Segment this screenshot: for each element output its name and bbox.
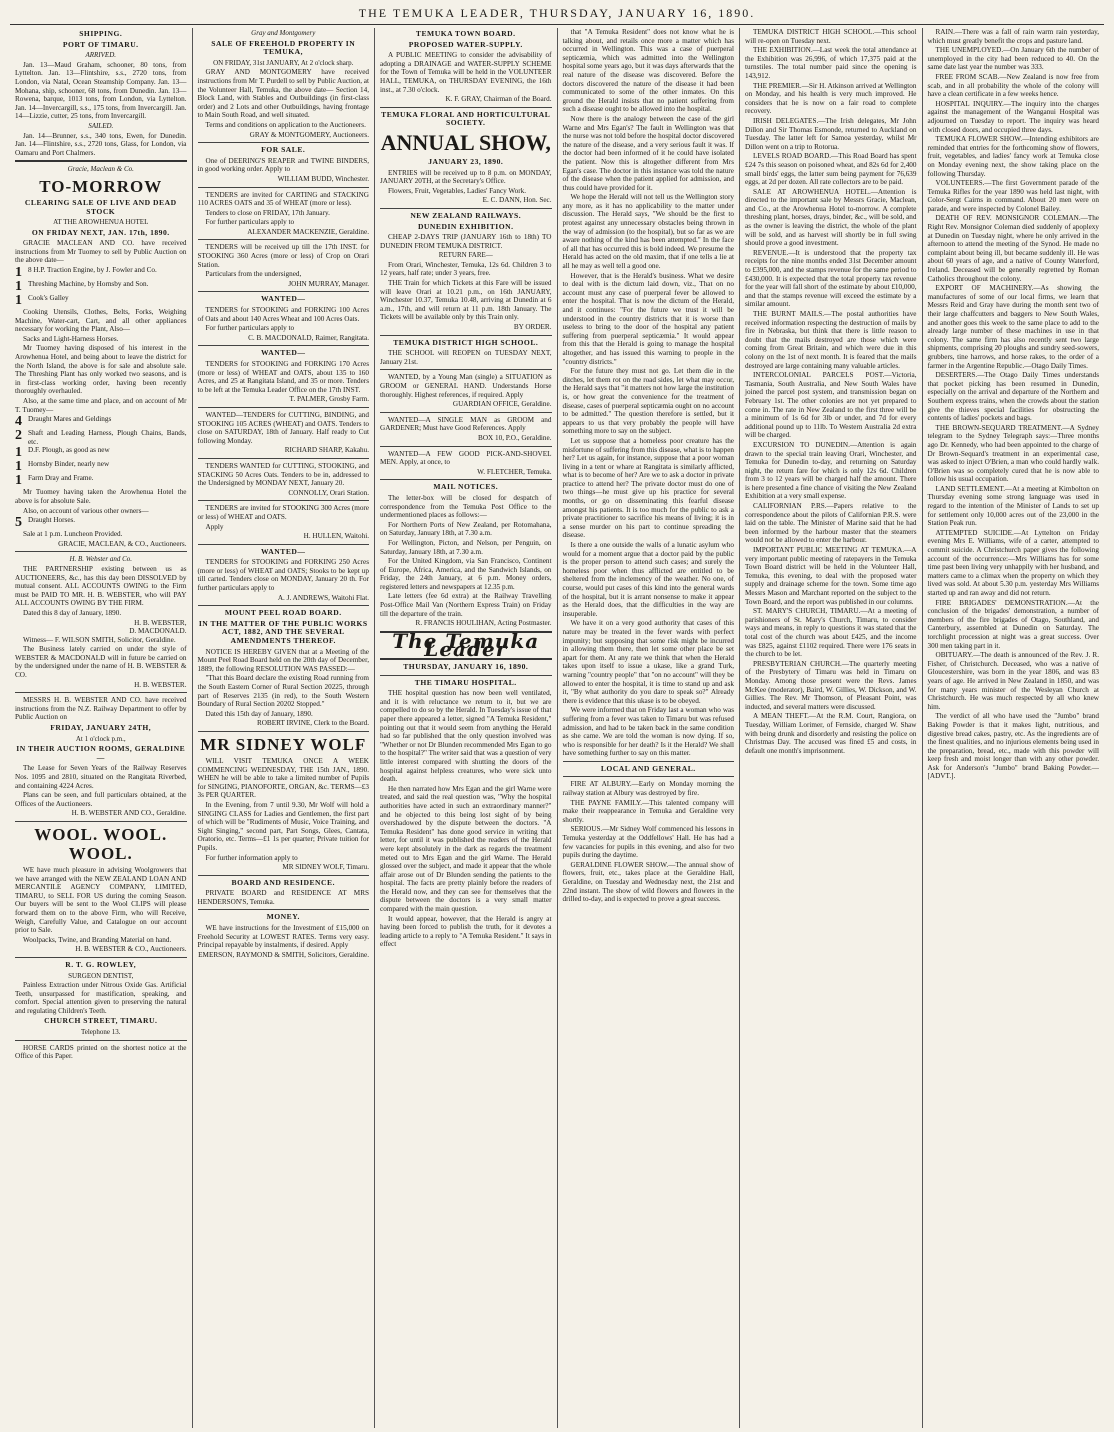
gray-signature: GRAY & MONTGOMERY, Auctioneers.: [249, 130, 369, 139]
divider: [563, 776, 735, 777]
dann-signature: E. C. DANN, Hon. Sec.: [482, 196, 552, 205]
list-item: 1 Hornsby Binder, nearly new: [15, 459, 110, 475]
divider: [198, 500, 370, 501]
also-text: Also, at the same time and place, and on account of Mr T. Tuomey—: [15, 397, 187, 414]
news-item: TEMUKA FLOWER SHOW.—Intending exhibitors are reminded that entries for the forthcoming show of flowers, fruit, vegetables, and ladies' fancy work at Temuka close on Monday evening next, the show taking place on the following Thursday.: [927, 135, 1099, 178]
annual-show-heading: ANNUAL SHOW,: [380, 129, 551, 155]
box-signature: BOX 10, P.O., Geraldine.: [478, 433, 552, 442]
connolly-signature: CONNOLLY, Orari Station.: [288, 488, 369, 497]
sale-freehold: SALE OF FREEHOLD PROPERTY IN TEMUKA,: [211, 38, 356, 57]
divider: [380, 446, 552, 447]
sailed-text: Jan. 14—Brunner, s.s., 340 tons, Ewen, for Dunedin. Jan. 14—Flintshire, s.s., 2720 tons, Glass, for London, via Oamaru and Port Chalmers.: [15, 131, 187, 157]
friday-date: ON FRIDAY, 31st JANUARY, At 2 o'clock sharp.: [213, 58, 354, 67]
editorial-para: We have it on a very good authority that cases of this nature may be treated in the fever wards with perfect impunity; but supposing that some risk might be incurred in allowing them there, then let some other place be set apart for them. At any rate we think that when the Herald takes upon itself to issue a ukase, like a grand Turk, warning "country people" that "on no account" will they be allowed to enter the hospital, it is time to stand up and ask it, "By what authority do you dare to speak so?" Already there is evidence that this ukase is to be obeyed.: [562, 619, 734, 705]
witness-text: Witness— F. WILSON SMITH, Solicitor, Geraldine.: [23, 635, 176, 644]
divider: [380, 479, 552, 480]
editorial-para: We hope the Herald will not tell us the Wellington story any more, as it has no applicability to the matter under discussion. The Herald says, "We should be the first to protest against any unnecessary obstacles being thrown in the way of admission (to the hospital), but so far as we are aware nothing of the kind has been attempted." In the face of all that has occurred this is bold indeed. We presume the Herald has acted on the old maxim, that if one tells a lie at all he may as well tell a good one.: [562, 193, 734, 271]
board-heading: BOARD AND RESIDENCE.: [231, 877, 335, 887]
lease-text: The Lease for Seven Years of the Railway Reserves Nos. 1095 and 2810, situated on the Rangitata Riverbed, and containing 4224 Acres.: [15, 764, 187, 790]
divider: [198, 142, 370, 143]
news-item: FIRE BRIGADES' DEMONSTRATION.—At the conclusion of the brigades' demonstration, a number of members of the fire brigades of Otago, Southland, and Canterbury, assembled at Dunedin on Saturday. The torchlight procession at night was a great success. Over 300 men taking part in it.: [927, 598, 1099, 650]
divider: [380, 369, 552, 370]
column-1: [10, 28, 193, 1428]
wanted-heading: WANTED—: [261, 348, 306, 358]
news-item: IMPORTANT PUBLIC MEETING AT TEMUKA.—A very important public meeting of ratepayers in the Temuka Town Board district will be held in the Volunteer Hall, Temuka, this evening, to deal with the proposed water supply and drainage scheme for the town. Some time ago Messrs Mason and Marchant reported on the subject to the Town Board, and the report was published in our columns.: [745, 546, 917, 606]
public-works-heading: IN THE MATTER OF THE PUBLIC WORKS ACT, 1882, AND THE SEVERAL AMENDMENTS THEREOF.: [198, 618, 368, 646]
gray-heading: Gray and Montgomery: [251, 29, 316, 37]
horse-cards-text: HORSE CARDS printed on the shortest notice at the Office of this Paper.: [15, 1043, 187, 1061]
news-item: VOLUNTEERS.—The first Government parade of the Temuka Rifles for the year 1890 was held last night, with Color-Sergt Cairns in command. About 20 men were on parade, and were inspected by Colonel Bailey.: [927, 179, 1099, 213]
divider: [198, 544, 370, 545]
editorial-para: Now there is the analogy between the case of the girl Warne and Mrs Egan's? The fault in Wellington was that the nurse was not told before the hospital doctor discovered the nature of the disease, and a very serious fault it was. If the doctor had been informed of it he could have isolated the patient. Now this is altogether different from Mrs Egan's case. The doctor in this instance was told the nature of the disease when the patient applied for admission, and thus could have provided for it.: [562, 114, 734, 192]
news-item: TEMUKA DISTRICT HIGH SCHOOL.—This school will re-open on Tuesday next.: [745, 28, 917, 45]
items-list-2: [15, 415, 187, 488]
editorial-para: that "A Temuka Resident" does not know what he is talking about, and retails once more a matter which has occurred in Wellington. This was a case of puerperal septicæmia, which was admitted into the Wellington hospital some years ago, but it was days afterwards that the real nature of the disease was discovered. Before the doctors discovered the nature of the disease it had been communicated to some of the other inmates. On this ground the Herald insists that no patient suffering from such a disease ought to be allowed into the hospital.: [562, 28, 734, 114]
mackenzie-signature: ALEXANDER MACKENZIE, Geraldine.: [247, 227, 369, 236]
palmer-signature: T. PALMER, Grosby Farm.: [289, 395, 369, 404]
friday-date: FRIDAY, JANUARY 24TH,: [50, 723, 152, 733]
gray-text: GRAY AND MONTGOMERY have received instructions from Mr T. Purdell to sell by Public Auction, at the Volunteer Hall, Temuka, the above date— Section 14, Block Land, with Stables and Outbuildings (in first-class order) and 2 Lots and other Outbuildings, having frontage to Main South Road, and well situated.: [197, 68, 369, 120]
at-hotel: AT THE AROWHENUA HOTEL: [53, 218, 149, 227]
mountpeel-heading: MOUNT PEEL ROAD BOARD.: [224, 608, 342, 618]
high-school-heading: TEMUKA DISTRICT HIGH SCHOOL.: [393, 337, 539, 347]
list-item: 5 Draught Horses.: [15, 515, 76, 531]
divider: [15, 957, 187, 958]
show-date: JANUARY 23, 1890.: [428, 156, 504, 166]
tenders-orari: TENDERS will be received up till the 17th INST. for STOOKING 360 Acres (more or less) of Crop on Orari Station.: [197, 243, 369, 269]
divider: [563, 761, 735, 762]
wanted-heading: WANTED—: [261, 546, 306, 556]
divider: [198, 187, 370, 188]
dated-text: Dated this 8 day of January, 1890.: [23, 608, 122, 617]
murray-signature: JOHN MURRAY, Manager.: [288, 279, 369, 288]
news-item: ST. MARY'S CHURCH, TIMARU.—At a meeting of parishioners of St. Mary's Church, Timaru, to consider ways and means, in reply to questions it was stated that the total cost of the church was about £425, and the income was £825, against £1102 required. There were 176 seats in the church to be let.: [745, 607, 917, 659]
news-item: The verdict of all who have used the "Jumbo" brand Baking Powder is that it makes light, nutritious, and digestive bread cakes, pastry, etc. As the ingredients are of the finest qualities, and no injurious elements being used in the preparation, bread, etc., made with this powder will keep fresh and moist longer than with any other powder. Ask for Anderson's "Jumbo" brand Baking Powder.—[ADVT.].: [927, 712, 1099, 781]
divider: [380, 412, 552, 413]
wanted-cutting: WANTED—TENDERS for CUTTING, BINDING, and STOOKING 105 ACRES (WHEAT) and OATS. Tenders to close on SATURDAY, 18th of January. Half ready to Cut following Monday.: [197, 410, 369, 445]
houlihan-signature: R. FRANCIS HOULIHAN, Acting Postmaster.: [415, 619, 552, 628]
divider: [198, 458, 370, 459]
divider: [198, 407, 370, 408]
sharp-signature: RICHARD SHARP, Kakahu.: [284, 446, 369, 455]
local-general-heading: LOCAL AND GENERAL.: [600, 763, 696, 773]
town-board-heading: TEMUKA TOWN BOARD.: [415, 29, 516, 38]
local-item: FIRE AT ALBURY.—Early on Monday morning the railway station at Albury was destroyed by fire.: [562, 780, 734, 798]
divider: [380, 107, 552, 108]
mail-text: The letter-box will be closed for despatch of correspondence from the Temuka Post Office to the undermentioned places as follows:—: [380, 493, 552, 520]
late-letters: Late letters (fee 6d extra) at the Railway Travelling Post-Office Mail Van (Northern Express Train) on Friday till the departure of the train.: [380, 592, 552, 618]
tenders-wheat: TENDERS for STOOKING and FORKING 170 Acres (more or less) of WHEAT and OATS, about 135 to 160 Acres, and 25 at Rangitata Island, and 35 or more. Tenders to be left at the Temuka Leader Office on the 17th INST.: [197, 360, 369, 394]
auction-rooms: IN THEIR AUCTION ROOMS, GERALDINE—: [16, 744, 186, 762]
tenders-close: Tenders to close on FRIDAY, 17th January.: [205, 208, 330, 217]
gracie-intro: GRACIE MACLEAN AND CO. have received instructions from Mr Tuomey to sell by Public Auction on the above date—: [15, 239, 187, 265]
divider: [198, 731, 370, 732]
webster-heading: H. B. Webster and Co.: [69, 555, 133, 564]
news-item: EXPORT OF MACHINERY.—As showing the manufactures of some of our local firms, we learn that Messrs Reid and Gray have during the month sent two of their large chaffcutters and baggers to New South Wales, and another goes this week to the same place to add to the already large number of these machines in use in that colony. The same firm has also recently sent two large shipments, comprising 20 ploughs and sundry seed-sowers, grubbers, tine harrows, and horse rakes, to the order of a farmer in the Argentine Republic.—Otago Daily Times.: [927, 284, 1099, 370]
rowley-subheading: SURGEON DENTIST,: [68, 971, 134, 980]
divider: [15, 160, 187, 162]
news-item: PRESBYTERIAN CHURCH.—The quarterly meeting of the Presbytery of Timaru was held in Timaru on Monday. Among those present were the Revs. James McKee (moderator), Baird, W. Gillies, W. Dickson, and W. Gillies. The Rev. Mr Thomson, of Pleasant Point, was inducted, and several matters were discussed.: [745, 659, 917, 711]
wanted-single-man: WANTED—A SINGLE MAN as GROOM and GARDENER; Must have Good References. Apply: [380, 415, 552, 433]
partnership-notice: THE PARTNERSHIP existing between us as AUCTIONEERS, &c., has this day been DISSOLVED by mutual consent. ALL ACCOUNTS OWING to the Firm must be PAID TO MR. H. B. WEBSTER, who will PAY ALL ACCOUNTS OWING BY THE FIRM.: [15, 564, 187, 608]
sailed-heading: SAILED.: [88, 121, 114, 130]
irvine-signature: ROBERT IRVINE, Clerk to the Board.: [256, 719, 369, 728]
paper-title: The Temuka Leader: [392, 628, 540, 662]
tuomey-para: Mr Tuomey having disposed of his interest in the Arowhenua Hotel, and being about to leave the district for the North Island, the above is for sale and absolute sale. The Threshing Plant has only worked two seasons, and is in first-class working order, having been recently thoroughly overhauled.: [15, 344, 187, 396]
board-text: PRIVATE BOARD and RESIDENCE AT MRS HENDERSON'S, Temuka.: [197, 889, 369, 906]
wool-text: WE have much pleasure in advising Woolgrowers that we have arranged with the NEW ZEALAND LOAN AND MERCANTILE AGENCY COMPANY, LIMITED, TIMARU, to SELL FOR US during the coming Season. Our buyers will be sent to the Wool CLIPS will please forward them on to the above Firm, who will Receive, Weigh, Carefully Value, and Catalogue on our account prior to Sale.: [15, 865, 187, 935]
divider: [198, 291, 370, 292]
column-5: [740, 28, 923, 1428]
divider: [198, 345, 370, 346]
columns: [10, 28, 1104, 1428]
notice-text: NOTICE IS HEREBY GIVEN that at a Meeting of the Mount Peel Road Board held on the 20th day of December, 1889, the following RESOLUTION WAS PASSED:—: [197, 647, 369, 673]
mail-wellington: For Wellington, Picton, and Nelson, per Penguin, on Saturday, January 18th, at 7.30 a.m.: [380, 538, 552, 556]
signature-webster: H. B. WEBSTER,: [134, 618, 187, 627]
cheap-trip-text: CHEAP 2-DAYS TRIP (JANUARY 16th to 18th) TO DUNEDIN FROM TEMUKA DISTRICT.: [380, 233, 552, 250]
reopen-text: THE SCHOOL will REOPEN on TUESDAY NEXT, January 21st.: [380, 349, 552, 366]
mail-uk: For the United Kingdom, via San Francisco, Continent of Europe, Africa, America, and the Sandwich Islands, on Friday, the 24th January, at 6 p.m. Money orders, registered letters and newspapers at 12.35 p.m.: [380, 557, 552, 591]
news-item: A MEAN THEFT.—At the R.M. Court, Rangiora, on Tuesday, William Lorimer, of Fernside, charged W. Shaw with being drunk and disorderly and resisting the police on Christmas Day. The accused was fined £5 and costs, in default one month's imprisonment.: [745, 712, 917, 755]
divider: [198, 875, 370, 876]
andrews-signature: A. J. ANDREWS, Waitohi Flat.: [277, 593, 369, 602]
wolf-text: WILL VISIT TEMUKA ONCE A WEEK COMMENCING WEDNESDAY, THE 15th JAN., 1890. WHEN he will be able to take a limited number of Pupils for SINGING, PIANOFORTE, ORGAN, &c. TERMS—£3 3s PER QUARTER.: [197, 756, 369, 800]
church-street: CHURCH STREET, TIMARU.: [44, 1016, 158, 1026]
news-item: ATTEMPTED SUICIDE.—At Lyttelton on Friday evening Mrs E. Williams, wife of a carter, attempted to commit suicide. A Christchurch paper gives the following account of the occurrence:—Mrs Williams has for some time past been living very unhappily with her husband, and matters came to a climax when the property on which they lived was sold. At about 5.30 p.m. yesterday Mrs Williams started up and ran away and did not return.: [927, 528, 1099, 597]
divider: [198, 605, 370, 606]
news-item: INTERCOLONIAL PARCELS POST.—Victoria, Tasmania, South Australia, and New South Wales have joined the parcel post system, and transmission began on February 1st. The other colonies are not yet prepared to come in. The rate in New Zealand to the first three will be a minimum of 1s 6d for 3lb or under, and 7d for every additional pound up to 11lb. To Western Australia 2d extra will be charged.: [745, 371, 917, 440]
public-meeting-text: A PUBLIC MEETING to consider the advisability of adopting a DRAINAGE and WATER-SUPPLY SCHEME for the Town of Temuka will be held in the VOLUNTEER HALL, TEMUKA, on THURSDAY EVENING, the 16th inst., at 7.30 o'clock.: [380, 51, 552, 94]
items-list: [15, 266, 187, 308]
news-item: THE BURNT MAILS.—The postal authorities have received information respecting the destruction of mails by fire in Nebraska, but think that there is little reason to doubt that the mails destroyed are those which were coming from Great Britain, and which were due in this colony on the 1st of next month. It is feared that the mails destroyed are large containing many valuable articles.: [745, 310, 917, 370]
by-order: BY ORDER.: [513, 323, 552, 332]
hullen-signature: H. HULLEN, Waitohi.: [303, 532, 369, 541]
news-item: LEVELS ROAD BOARD.—This Road Board has spent £24 7s this season on poisoned wheat, and 82s 6d for 2,400 small birds' eggs, the latter sum being payment for 76,639 eggs, at 2d per dozen. All rate collectors are to be paid.: [745, 152, 917, 187]
divider: [380, 208, 552, 209]
column-6: [923, 28, 1105, 1428]
emerson-signature: EMERSON, RAYMOND & SMITH, Solicitors, Geraldine.: [198, 950, 369, 959]
macdonald-signature: C. B. MACDONALD, Raimer, Rangitata.: [248, 333, 369, 342]
news-item: LAND SETTLEMENT.—At a meeting at Kimbolton on Thursday evening some strong language was used in regard to the intention of the Minister of Lands to set up for settlement only 10,000 acres out of the 23,000 in the Station Peak run.: [927, 484, 1099, 528]
news-item: DESERTERS.—The Otago Daily Times understands that pocket picking has been resumed in Dunedin, especially on the arrival and departure of the Northern and Southern express trains, when the crowds about the station give the thieves special facilities for obstructing the contents of ladies' pockets and bags.: [927, 371, 1099, 423]
column-2: [193, 28, 376, 1428]
wolf-text-2: In the Evening, from 7 until 9.30, Mr Wolf will hold a SINGING CLASS for Ladies and Gentlemen, the first part of which will be "Rudiments of Music, Voice Training, and Sight Singing," second part, Part Songs, Glees, Cantata, Oratorio, etc. Terms—£1 1s per quarter; Private tuition for Pupils.: [197, 800, 369, 852]
divider: [15, 821, 187, 822]
plans-text: Plans can be seen, and full particulars obtained, at the Offices of the Auctioneers.: [15, 791, 187, 808]
at-one: At 1 o'clock p.m.,: [75, 734, 126, 743]
wanted-shovel: WANTED—A FEW GOOD PICK-AND-SHOVEL MEN. Apply, at once, to: [380, 449, 552, 467]
wanted-young-man: WANTED, by a Young Man (single) a SITUATION as GROOM or GENERAL HAND. Understands Horse thoroughly. Highest references, if required. Apply: [380, 373, 552, 399]
news-item: EXCURSION TO DUNEDIN.—Attention is again drawn to the special train leaving Orari, Winchester, and Temuka for Dunedin to-day, and returning on Saturday night, the return fare for which is only 12s 6d. Children from 3 to 12 years will be charged half the amount. There is here presented a fine chance of visiting the New Zealand Exhibition at a very small expense.: [745, 440, 917, 501]
webster-signature: H. B. WEBSTER.: [134, 680, 187, 689]
mail-heading: MAIL NOTICES.: [433, 482, 499, 492]
divider: [15, 1040, 187, 1041]
news-item: HOSPITAL INQUIRY.—The inquiry into the charges against the management of the Wanganui Hospital was adjourned on Tuesday to report. The inquiry was heard with closed doors, and occupied three days.: [927, 99, 1099, 134]
news-item: CALIFORNIAN P.RS.—Papers relative to the correspondence about the pilots of Californian P.R.S. were laid on the table. The Minister of Marine said that he had been informed by the harbour master that the steamers would not be allowed to enter the harbour.: [745, 502, 917, 545]
further-text: For further particulars apply to: [205, 218, 295, 227]
gracie-signature: GRACIE, MACLEAN, & CO., Auctioneers.: [58, 539, 187, 548]
port-heading: PORT OF TIMARU.: [62, 39, 139, 49]
messrs-notice: MESSRS H. B. WEBSTER AND CO. have received instructions from the N.Z. Railway Department to offer by Public Auction on: [15, 696, 187, 722]
news-item: THE EXHIBITION.—Last week the total attendance at the Exhibition was 26,996, of which 17,375 paid at the turnstiles. The total number paid since the opening is 143,912.: [745, 46, 917, 80]
news-item: THE PREMIER.—Sir H. Atkinson arrived at Wellington on Monday, and his health is very much improved. He considers that he is now on a fair road to complete recovery.: [745, 81, 917, 116]
tenders-carting: TENDERS are invited for CARTING and STACKING 110 ACRES OATS and 35 of WHEAT (more or less).: [197, 190, 369, 208]
editorial-para: However, that is the Herald's business. What we desire to deal with is the dictum laid down, viz., That on no account must any case of puerperal fever be allowed to enter the hospital. That is now the dictum of the Herald, and it continues: "For the future we trust it will be understood in the country districts that it is worse than useless to bring to the door of the hospital any patient suffering from puerperal septicæmia." It would appear from this that the Herald is going to manage the hospital altogether, and has issued this warning to people in the "country districts.": [562, 271, 734, 366]
sale-date: ON FRIDAY NEXT, JAN. 17th, 1890.: [31, 227, 170, 237]
editorial-para: Is there a one outside the walls of a lunatic asylum who would for a moment argue that a doctor paid by the public is the proper person to attend such cases; and surely the homeless poor when thus afflicted are entitled to be sheltered from the inclemency of the weather. No one, of course, would put cases of this kind into the general wards of the hospital, but it is arrant nonsense to make it appear as the Herald does, that the difficulties in the way are insuperable.: [562, 541, 734, 618]
railways-heading: NEW ZEALAND RAILWAYS.: [410, 210, 522, 220]
sale-time: Sale at 1 p.m. Luncheon Provided.: [23, 530, 123, 539]
macdonald-intro: For further particulars apply to: [205, 324, 295, 333]
divider: [15, 551, 187, 552]
list-item: 1 Cook's Galley: [15, 293, 69, 309]
forsale-text: One of DEERING'S REAPER and TWINE BINDERS, in good working order. Apply to: [197, 156, 369, 174]
divider: [380, 675, 552, 676]
tenders-300: TENDERS are invited for STOOKING 300 Acres (more or less) of WHEAT and OATS.: [197, 504, 369, 521]
sacks-text: Sacks and Light-Harness Horses.: [23, 334, 119, 343]
wanted-heading: WANTED—: [261, 294, 306, 304]
clearing-sale: CLEARING SALE OF LIVE AND DEAD STOCK: [24, 197, 177, 216]
guardian-signature: GUARDIAN OFFICE, Geraldine.: [452, 400, 552, 409]
local-item: THE PAYNE FAMILY.—This talented company will make their reappearance in Temuka and Geraldine very shortly.: [562, 798, 734, 824]
issue-date: THURSDAY, JANUARY 16, 1890.: [403, 662, 529, 672]
hospital-para-1: THE hospital question has now been well ventilated, and it is with reluctance we return to it, but we are compelled to do so by the Herald. In Tuesday's issue of that paper there appeared a letter, signed "A Temuka Resident," pointing out that it would seem from anything the Herald had so far published that the only question involved was "Whether or not Dr Blunden recommended Mrs Egan to go to the hospital?" The writer said that was a question of very little interest compared with shutting the doors of the hospital against helpless creatures, who were sick unto death.: [380, 689, 552, 784]
business-notice: The Business lately carried on under the style of WEBSTER & MACDONALD will in future be carried on by the undersigned under the name of H. B. WEBSTER & CO.: [15, 645, 187, 680]
tenders-oats: TENDERS WANTED for CUTTING, STOOKING, and STACKING 50 Acres Oats. Tenders to be in, addressed to the Undersigned by MONDAY NEXT, January 20.: [197, 461, 369, 488]
divider: [198, 909, 370, 910]
flowers-text: Flowers, Fruit, Vegetables, Ladies' Fancy Work.: [388, 186, 526, 195]
hospital-para-3: It would appear, however, that the Herald is angry at having been forced to publish the truth, for it devotes a leading article to a reply to "A Temuka Resident." It says in effect: [380, 914, 552, 949]
signature-macdonald: D. MACDONALD.: [129, 627, 187, 636]
news-item: THE UNEMPLOYED.—On January 6th the number of unemployed in the city had been reduced to 40. On the same date last year the number was 333.: [927, 46, 1099, 72]
rowley-text: Painless Extraction under Nitrous Oxide Gas. Artificial Teeth, unsurpassed for mastification, speaking, and comfort. Special attention given to preserving the natural and regulating Children's Teeth.: [15, 981, 187, 1015]
list-item: 1 8 H.P. Traction Engine, by J. Fowler and Co.: [15, 265, 157, 281]
column-4: [558, 28, 741, 1428]
divider: [380, 335, 552, 336]
resolution-text: "That this Board declare the existing Road running from the South Eastern Corner of Rural Section 20225, through part of Reserves 2135 (in red), to the South Western Boundary of Rural Section 20202 Stopped.": [197, 674, 369, 709]
also2-text: Also, on account of various other owners—: [23, 506, 149, 515]
train-text: THE Train for which Tickets at this Fare will be issued will leave Orari at 10.21 p.m., on 16th JANUARY, Winchester 10.37, Temuka 10.48, arriving at Dunedin at 6 a.m., 17th, and will return at 11 p.m. 18th January. The Tickets will be available only by this Train only.: [380, 279, 552, 322]
list-item: 4 Draught Mares and Geldings: [15, 414, 112, 430]
tenders-stooking: TENDERS for STOOKING and FORKING 100 Acres of Oats and about 140 Acres Wheat and 100 Acres Oats.: [197, 306, 369, 323]
wolf-further: For further information apply to: [205, 853, 298, 862]
local-item: GERALDINE FLOWER SHOW.—The annual show of flowers, fruit, etc., takes place at the Geraldine Hall, Geraldine, on Tuesday and Wednesday next, the 21st and 22nd instant. The show of wild flowers and flowers in the drilled to-day, and is expected to prove a great success.: [562, 860, 734, 904]
dunedin-heading: DUNEDIN EXHIBITION.: [417, 221, 514, 231]
rowley-heading: R. T. G. ROWLEY,: [65, 959, 137, 969]
floral-heading: TEMUKA FLORAL AND HORTICULTURAL SOCIETY.: [381, 109, 551, 128]
murray-intro: Particulars from the undersigned,: [205, 270, 302, 279]
news-item: IRISH DELEGATES.—The Irish delegates, Mr John Dillon and Sir Thomas Esmonde, returned to Auckland on Tuesday. The latter left for Samoa yesterday, whilst Mr Dillon went on a trip to Rotorua.: [745, 116, 917, 151]
mail-north: For Northern Ports of New Zealand, per Rotomahana, on Saturday, January 18th, at 7.30 a.m.: [380, 520, 552, 538]
money-text: WE have instructions for the Investment of £15,000 on Freehold Security at LOWEST RATES. Terms very easy. Principal repayable by instalments, if desired. Apply: [197, 924, 369, 950]
list-item: 1 Farm Dray and Frame.: [15, 473, 94, 489]
news-item: DEATH OF REV. MONSIGNOR COLEMAN.—The Right Rev. Monsignor Coleman died suddenly of apoplexy at Dunedin on Tuesday night, where he only arrived in the afternoon to attend the meeting of the Synod. He made no complaint about being ill, but became suddenly ill. He was about 60 years of age, and a native of County Waterford, Ireland. Deceased will be generally regretted by Roman Catholics throughout the colony.: [927, 214, 1099, 283]
editorial-para: Let us suppose that a homeless poor creature has the misfortune of suffering from this disease, what is to happen her? Let us again, for instance, suppose that a poor woman living in a tent or whare at Rangitata is similarly afflicted, what is to become of her? Are we to ask a doctor in private practice to attend her? The private doctor must do one of two things—he must give up his practice for several months, or go on disseminating this fearful disease amongst his patients. It is too much for the public to ask a private practitioner to sacrifice his means of living; it is in a sense murder on his part to continue spreading the disease.: [562, 436, 734, 540]
hospital-para-2: He then narrated how Mrs Egan and the girl Warne were treated, and said the real question was, "Why the hospital authorities have acted in such an extraordinary manner?" and he objected to this being lost sight of by being overshadowed by the dispute between the doctors. "A Temuka Resident" has done good service in writing that letter, for until it was published the readers of the Herald were kept absolutely in the dark as regards the treatment meted out to Mrs Egan and the girl Warne. The Herald glossed over the subject, and made it appear that the whole affair arose out of Dr Blunden sending the patients to the hospital. The facts are pretty plainly before the readers of the Herald now, and they can see for themselves that the dispute between the doctors is a very small matter compared with the main question.: [380, 784, 552, 914]
list-item: 1 Threshing Machine, by Hornsby and Son.: [15, 279, 149, 295]
list-item: 2 Shaft and Leading Harness, Plough Chains, Bands, etc.: [15, 428, 187, 446]
news-item: THE BROWN-SEQUARD TREATMENT.—A Sydney telegram to the Sydney Telegraph says:—Three months ago Dr. Kennedy, who had been appointed to the charge of Dr Brown-Sequard's treatment in an experimental case, was asked to inject O'Brien, a man who could hardly walk. O'Brien was so completely cured that he is now able to follow his usual occupation.: [927, 423, 1099, 484]
list-item: 1 D.F. Plough, as good as new: [15, 445, 110, 461]
editorial-para: We were informed that on Friday last a woman who was suffering from a fever was taken to Timaru but was refused admission, and had to be taken back in the same condition as she came. We are told the woman is now dying. If so, who is responsible for her death? Is it the Herald? We shall have something further to say on this matter.: [562, 706, 734, 758]
wool-heading: WOOL. WOOL. WOOL.: [34, 824, 168, 863]
budd-signature: WILLIAM BUDD, Winchester.: [277, 174, 369, 183]
gray-chairman: K. F. GRAY, Chairman of the Board.: [445, 95, 552, 104]
news-item: FREE FROM SCAB.—New Zealand is now free from scab, and in all probability the whole of the colony will have a clean certificate in a few weeks hence.: [927, 72, 1099, 99]
telephone: Telephone 13.: [80, 1028, 121, 1037]
arrived-heading: ARRIVED.: [85, 51, 116, 60]
woolpacks-text: Woolpacks, Twine, and Branding Material on hand.: [23, 935, 172, 944]
wolf-heading: MR SIDNEY WOLF: [200, 734, 367, 754]
divider: [15, 692, 187, 693]
fares-text: From Orari, Winchester, Temuka, 12s 6d. Children 3 to 12 years, half rate; under 3 years, free.: [380, 260, 552, 278]
news-item: REVENUE.—It is understood that the property tax receipts for the nine months ended 31st December amount to £395,000, and the stamps revenue for the same period to £430,000. It is expected that the total property tax revenue for the year will fall short of the estimate by about £10,000, and that the stamps revenue will exceed the estimate by a similar amount.: [745, 248, 917, 309]
editorial-para: For the future they must not go. Let them die in the ditches, let them rot on the road sides, let what may occur, the Herald says that "it matters not how large the institution is, or how great the convenience for the treatment of disease, cases of puerperal septicæmia ought on no account to be admitted." The question therefore is settled, but it appears to us that very probably the people will have something more to say on the subject.: [562, 367, 734, 436]
entries-text: ENTRIES will be received up to 8 p.m. on MONDAY, JANUARY 20TH, at the Secretary's Office.: [380, 168, 552, 186]
forsale-heading: FOR SALE.: [261, 145, 306, 155]
news-item: SALE AT AROWHENUA HOTEL.—Attention is directed to the important sale by Messrs Gracie, Maclean, and Co., at the Arowhenua Hotel to-morrow. A complete threshing plant, horses, drays, binder, &c., will be sold, and as the owner is leaving the district, the whole of the plant will be sold, and as harvest will shortly be in full swing should prove a good investment.: [745, 187, 917, 248]
gracie-line: Gracie, Maclean & Co.: [67, 165, 134, 174]
divider: [198, 239, 370, 240]
tenders-250: TENDERS for STOOKING and FORKING 250 Acres (more or less) of WHEAT and OATS; Stooks to be kept up till carted. Tenders close on MONDAY, January 20 th. For further particulars apply to: [197, 558, 369, 593]
webster-co-signature: H. B. WEBSTER AND CO., Geraldine.: [71, 809, 187, 818]
local-item: SERIOUS.—Mr Sidney Wolf commenced his lessons in Temuka yesterday at the Oddfellows' Hall. He has had a few vacancies for pupils in this evening, and also for two pupils during the daytime.: [562, 825, 734, 860]
fletcher-signature: W. FLETCHER, Temuka.: [477, 467, 552, 476]
column-3: [375, 28, 558, 1428]
arrived-text: Jan. 13—Maud Graham, schooner, 80 tons, from Lyttelton. Jan. 13—Flintshire, s.s., 2720 tons, from London, via Natal, Ocean Steamship Company. Jan. 13—Mohana, ship, schooner, 68 tons, from Dunedin. Jan. 13—Rowena, barque, 1013 tons, from London, via Lyttelton. Jan. 14—Invercargill, s.s., 175 tons, from Invercargill. Jan. 14—Lizzie, cutter, 25 tons, from Invercargill.: [15, 60, 187, 121]
dated-text: Dated this 15th day of January, 1890.: [205, 709, 313, 718]
proposed-heading: PROPOSED WATER-SUPPLY.: [408, 39, 523, 49]
return-fare-heading: RETURN FARE—: [438, 251, 493, 260]
news-item: RAIN.—There was a fall of rain warm rain yesterday, which must greatly benefit the crops and pasture land.: [927, 28, 1099, 45]
masthead: THE TEMUKA LEADER, THURSDAY, JANUARY 16, 1890.: [10, 6, 1104, 25]
cooking-text: Cooking Utensils, Clothes, Belts, Forks, Weighing Machine, Water-cart, Cart, and all other appliances necessary for working the Plant, Also—: [15, 308, 187, 334]
money-heading: MONEY.: [266, 912, 300, 922]
shipping-heading: SHIPPING.: [79, 29, 123, 38]
apply-text: Apply: [205, 522, 224, 531]
tomorrow-heading: TO-MORROW: [39, 176, 163, 196]
wolf-signature: MR SIDNEY WOLF, Timaru.: [282, 863, 369, 872]
wool-signature: H. B. WEBSTER & CO., Auctioneers.: [75, 945, 187, 954]
news-item: OBITUARY.—The death is announced of the Rev. J. R. Fisher, of Christchurch. Deceased, who was a native of Gloucestershire, was born in the year 1806, and was 83 years of age. He arrived in New Zealand in 1850, and was for many years minister of the Wesleyan Church at Christchurch. He was much respected by all who knew him.: [927, 651, 1099, 711]
terms-text: Terms and conditions on application to the Auctioneers.: [205, 120, 366, 129]
hospital-heading: THE TIMARU HOSPITAL.: [414, 677, 517, 687]
tuomey2-text: Mr Tuomey having taken the Arowhenua Hotel the above is for absolute Sale.: [15, 488, 187, 505]
